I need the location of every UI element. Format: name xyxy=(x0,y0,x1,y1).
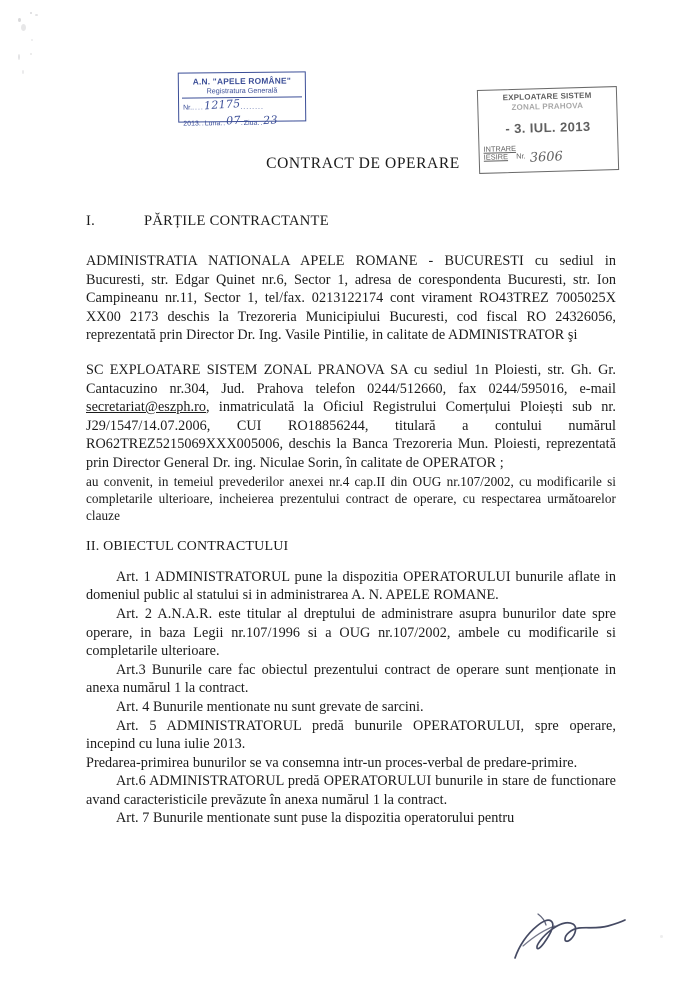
scan-speckle xyxy=(22,70,24,74)
article-6 xyxy=(86,772,616,809)
scan-speckle xyxy=(30,53,32,55)
operator-email[interactable]: secretariat@eszph.ro xyxy=(86,399,207,416)
registry-stamp-subtitle: Registratura Generală xyxy=(206,85,278,96)
article-7 xyxy=(86,809,616,828)
reception-stamp-nr-value: 3606 xyxy=(529,149,564,166)
section-ii-heading: II. OBIECTUL CONTRACTULUI xyxy=(86,538,289,554)
article-3 xyxy=(86,661,616,698)
registry-stamp-nr-value: 12175 xyxy=(203,97,241,113)
article-2-text: Art. 2 A.N.A.R. este titular al dreptului de administrare asupra bunurilor date spre operare, in baza Legii nr.107/1996 si a OUG nr.107/2002, ambele cu modificarile si completarile ulterioare. xyxy=(86,605,616,660)
party-administrator-paragraph: ADMINISTRATIA NATIONALA APELE ROMANE - BUCURESTI cu sediul in Bucuresti, str. Edgar Quinet nr.6, Sector 1, adresa de corespondenta Bucuresti, str. Ion Campineanu nr.11, Sector 1, tel/fax. 0213122174 cont virament RO43TREZ 7005025X XX00 2173 deschis la Trezoreria Municipiului Bucuresti, cod fiscal RO 24326056, reprezentată prin Director Dr. Ing. Vasile Pintilie, in calitate de ADMINISTRATOR şi xyxy=(86,253,616,344)
agreement-paragraph: au convenit, in temeiul prevederilor anexei nr.4 cap.II din OUG nr.107/2002, cu modificarile si completarile ulterioare, incheierea prezentului contract de operare, cu respectarea următoarelor clauze xyxy=(86,473,616,524)
article-2 xyxy=(86,605,616,661)
registry-stamp-year: 2013 xyxy=(183,120,199,128)
registry-stamp-number-line: Nr.....12175........ xyxy=(183,97,264,113)
registry-stamp-nr-label: Nr. xyxy=(183,104,193,112)
document-body xyxy=(86,213,616,828)
signature-ink xyxy=(505,898,635,968)
reception-stamp-iesire: IESIRE xyxy=(483,151,509,162)
article-3-text: Art.3 Bunurile care fac obiectul prezentului contract de operare sunt menționate in anexa numărul 1 la contract. xyxy=(86,661,616,697)
article-1-text: Art. 1 ADMINISTRATORUL pune la dispozitia OPERATORULUI bunurile aflate in domeniul public al statului si in administrarea A. N. APELE ROMANE. xyxy=(86,568,616,604)
reception-stamp-intrare: INTRARE xyxy=(483,143,517,154)
scan-speckle xyxy=(21,24,26,31)
article-5-text: Art. 5 ADMINISTRATORUL predă bunurile OPERATORULUI, spre operare, incepind cu luna iulie 2013. xyxy=(86,717,616,753)
reception-stamp-title: EXPLOATARE SISTEM xyxy=(502,90,592,103)
reception-stamp-nr-label: Nr. xyxy=(516,151,526,161)
article-5 xyxy=(86,717,616,754)
article-4-text: Art. 4 Bunurile mentionate nu sunt grevate de sarcini. xyxy=(116,698,424,715)
scan-speckle xyxy=(18,54,20,60)
registry-stamp-date-line: 2013..Luna..07.Ziua..23 xyxy=(183,113,279,128)
article-7-text: Art. 7 Bunurile mentionate sunt puse la dispozitia operatorului pentru xyxy=(116,810,515,827)
handover-note: Predarea-primirea bunurilor se va consemna intr-un proces-verbal de predare-primire. xyxy=(86,754,578,771)
section-i-number: I. xyxy=(86,213,96,229)
reception-stamp-date: - 3. IUL. 2013 xyxy=(505,118,591,137)
document-title: CONTRACT DE OPERARE xyxy=(266,155,460,172)
article-1 xyxy=(86,568,616,605)
handwritten-signature xyxy=(505,898,635,968)
scan-speckle xyxy=(35,14,38,16)
party-operator-text-pre: SC EXPLOATARE SISTEM ZONAL PRANOVA SA cu sediul 1n Ploiesti, str. Gh. Gr. Cantacuzino nr.304, Jud. Prahova telefon 0244/512660, fax 0244/595016, e-mail xyxy=(86,361,616,397)
registry-stamp-divider xyxy=(182,96,302,98)
registry-stamp-title: A.N. "APELE ROMÂNE" xyxy=(192,74,292,87)
reception-stamp-subtitle: ZONAL PRAHOVA xyxy=(511,101,584,113)
registry-stamp-luna-label: Luna xyxy=(204,120,221,128)
article-6-text: Art.6 ADMINISTRATORUL predă OPERATORULUI bunurile in stare de functionare avand caracteristicile prevăzute în anexa numărul 1 la contract. xyxy=(86,773,616,808)
registry-stamp-luna-value: 07 xyxy=(225,113,242,128)
section-i-title: PĂRȚILE CONTRACTANTE xyxy=(144,213,329,229)
registry-stamp-ziua-value: 23 xyxy=(262,113,279,128)
party-operator-text-post: , inmatriculată la Oficiul Registrului Comerțului Ploiești sub nr. J29/1547/14.07.2006, CUI RO18856244, titulară a contului numărul RO62TREZ5215069XXX005006, deschis la Banca Trezoreria Mun. Ploiesti, reprezentată prin Director General Dr. ing. Niculae Sorin, în calitate de OPERATOR ; xyxy=(86,399,616,471)
registry-stamp-blue xyxy=(178,71,307,128)
section-i-heading xyxy=(86,213,616,230)
scan-speckle xyxy=(30,12,32,14)
scan-speckle xyxy=(31,39,33,41)
article-4 xyxy=(86,698,616,717)
registry-stamp-ziua-label: Ziua xyxy=(243,119,258,128)
scan-speckle xyxy=(660,935,663,938)
scan-speckle xyxy=(18,18,21,22)
party-operator-paragraph xyxy=(86,361,616,473)
